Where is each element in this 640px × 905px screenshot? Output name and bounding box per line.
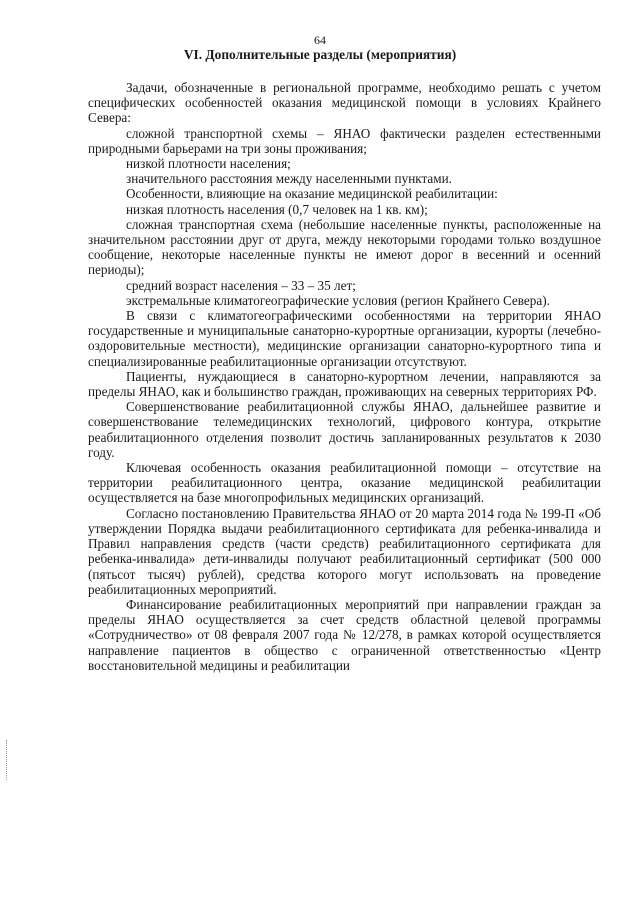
paragraph-features-heading: Особенности, влияющие на оказание медицинской реабилитации: [126,186,498,202]
scan-edge-marks [6,740,8,780]
paragraph-key-feature: Ключевая особенность оказания реабилитационной помощи – отсутствие на территории реабилитационного центра, оказание медицинской реабилитации осуществляется на базе многопрофильных медицинских организаций. [88,460,601,506]
paragraph-transport: сложной транспортной схемы – ЯНАО фактически разделен естественными природными барьерами на три зоны проживания; [88,125,601,156]
paragraph-low-density: низкая плотность населения (0,7 человек на 1 кв. км); [126,201,428,217]
paragraph-financing: Финансирование реабилитационных мероприятий при направлении граждан за пределы ЯНАО осуществляется за счет средств областной целевой программы «Сотрудничество» от 08 февраля 2007 года № 12/278, в рамках которой осуществляется направление пациентов в общество с ограниченной ответственностью «Центр восстановительной медицины и реабилитации [88,596,601,673]
paragraph-climate-consequences: В связи с климатогеографическими особенностями на территории ЯНАО государственные и муниципальные санаторно-курортные организации, курорты (лечебно-оздоровительные местности), медицинские организации санаторно-курортного типа и специализированные реабилитационные организации отсутствуют. [88,308,601,369]
paragraph-distance: значительного расстояния между населенными пунктами. [126,171,452,187]
page-number: 64 [314,33,326,47]
section-title: VI. Дополнительные разделы (мероприятия) [183,47,457,62]
paragraph-patients: Пациенты, нуждающиеся в санаторно-курортном лечении, направляются за пределы ЯНАО, как и большинство граждан, проживающих на северных территориях РФ. [88,368,601,400]
paragraph-average-age: средний возраст населения – 33 – 35 лет; [126,277,356,293]
paragraph-density: низкой плотности населения; [126,156,291,172]
paragraph-intro: Задачи, обозначенные в региональной программе, необходимо решать с учетом специфических особенностей оказания медицинской помощи в условиях Крайнего Севера: [88,80,601,126]
paragraph-resolution: Согласно постановлению Правительства ЯНАО от 20 марта 2014 года № 199-П «Об утверждении Порядка выдачи реабилитационного сертификата для ребенка-инвалида и Правил направления средств (части средств) реабилитационного сертификата для ребенка-инвалида» дети-инвалиды получают реабилитационный сертификат (500 000 (пятьсот тысяч) рублей), средства которого могут использовать на проведение реабилитационных мероприятий. [88,505,601,597]
paragraph-climate: экстремальные климатогеографические условия (регион Крайнего Севера). [126,292,550,308]
paragraph-improvement: Совершенствование реабилитационной службы ЯНАО, дальнейшее развитие и совершенствование телемедицинских технологий, цифрового контура, открытие реабилитационного отделения позволит достичь запланированных результатов к 2030 году. [88,399,601,460]
document-body [88,80,601,673]
paragraph-transport-scheme: сложная транспортная схема (небольшие населенные пункты, расположенные на значительном расстоянии друг от друга, между некоторыми городами только воздушное сообщение, некоторые населенные пункты не имеют дорог в весенний и осенний периоды); [88,216,601,278]
